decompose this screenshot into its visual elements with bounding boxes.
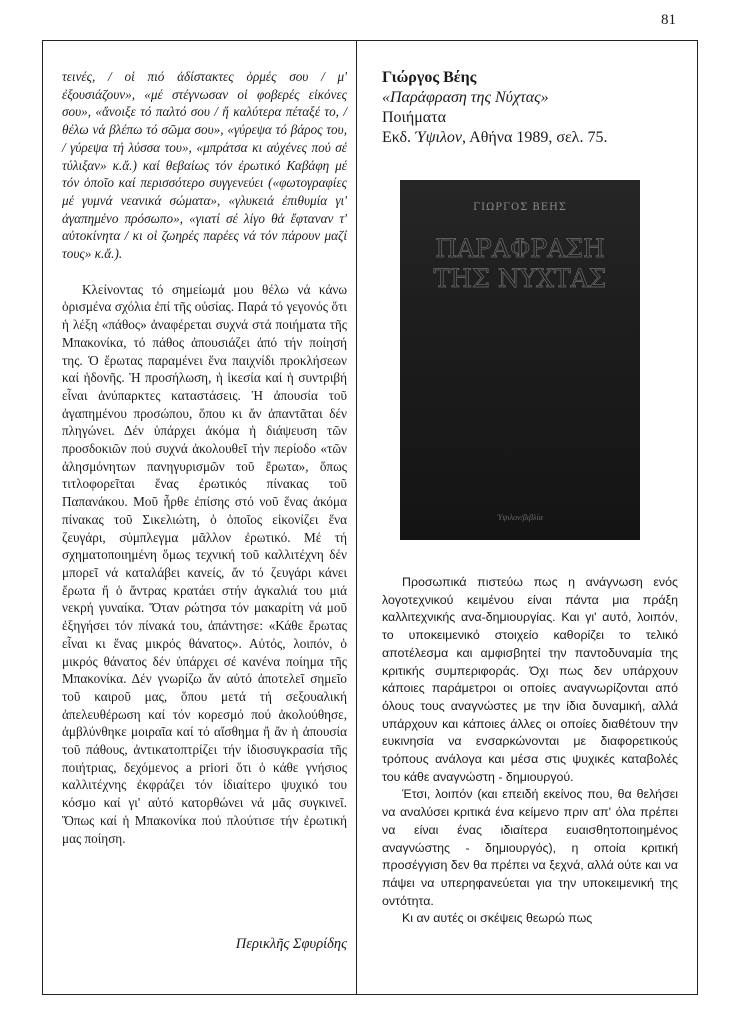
cover-author: ΓΙΩΡΓΟΣ ΒΕΗΣ	[473, 202, 567, 213]
cover-title	[400, 234, 640, 294]
quote-paragraph: τεινές, / οἱ πιό ἀδίστακτες ὁρμές σου / μ' ἐξουσιάζουν», «μέ στέγνωσαν οἱ φοβερές εἰκόνες σου», «ἄνοιξε τό παλτό σου / ἤ καλύτερα πέταξέ το, / θέλω νά βλέπω τό σῶμα σου», «γύρεψα τό βάρος του, / γύρεψα τή λύσσα του», «μπράτσα κι αὐχένες πού σέ τύλιξαν» κ.ἄ.) καί θεβαίως τόν ἐρωτικό Καβάφη μέ τόν ὁποῖο καί περισσότερο συγγενεύει («φωτογραφίες μέ γυμνά νεανικά σώματα», «γλυκειά ἐπιθυμία γι' ἀγαπημένο πρόσωπο», «γιατί σέ λίγο θά ἔφταναν τ' αὐτοκίνητα / κι οἱ ζωηρές παρέες νά τόν πάρουν μαζί τους» κ.ἄ.).	[62, 69, 347, 262]
book-cover-image	[400, 180, 640, 540]
book-info	[382, 68, 682, 148]
right-column	[382, 574, 678, 928]
book-author: Γιώργος Βέης	[382, 69, 477, 86]
publisher-prefix: Εκδ.	[382, 129, 416, 146]
book-genre: Ποιήματα	[382, 109, 446, 126]
cover-title-line1: ΠΑΡΑΦΡΑΣΗ	[435, 234, 605, 263]
body-paragraph: Κλείνοντας τό σημείωμά μου θέλω νά κάνω ὁρισμένα σχόλια ἐπί τῆς οὐσίας. Παρά τό γεγονός ὅτι ἡ λέξη «πάθος» ἀναφέρεται συχνά στά ποιήματα τῆς Μπακονίκα, τό πάθος ἀπουσιάζει ἀπό τήν ποίησή της. Ὁ ἔρωτας παραμένει ἕνα παιχνίδι προκλήσεων καί ἡδονῆς. Ἡ προσήλωση, ἡ ἱκεσία καί ἡ συντριβή εἶναι ἀνύπαρκτες καταστάσεις. Ἡ ἀπουσία τοῦ ἀγαπημένου προσώπου, ὅπου κι ἄν ἀπαντᾶται δέν πληγώνει. Δέν ὑπάρχει ἀκόμα ἡ διάψευση τῶν προσδοκιῶν πού συχνά ἀκολουθεῖ τήν περίοδο «τῶν ἀλησμόνητων πανηγυρισμῶν τοῦ ἔρωτα», ὅπως τιτλοφορεῖται ἕνας ἐρωτικός πίνακας τοῦ Παπανάκου. Μοῦ ἦρθε ἐπίσης στό νοῦ ἕνας ἀκόμα πίνακας τοῦ Σικελιώτη, ὁ ὁποῖος εἰκονίζει ἕνα ζευγάρι, σύμπλεγμα μᾶλλον ἐρωτικό. Μέ τή σχηματοποιημένη ὅμως τεχνική τοῦ καλλιτέχνη δέν μπορεῖ νά καταλάβει κανείς, ἄν τό ζευγάρι κάνει ἔρωτα ἤ ὁ ἄντρας κρατάει στήν ἀγκαλιά του μιά νεκρή γυναίκα. Ὅταν ρώτησα τόν μακαρίτη νά μοῦ ἐξηγήσει τόν πίνακά του, ἀπάντησε: «Κάθε ἔρωτας εἶναι κι ἕνας μικρός θάνατος». Αὐτός, λοιπόν, ὁ μικρός θάνατος δέν ὑπάρχει σέ κανένα ποίημα τῆς Μπακονίκα. Δέν γνωρίζω ἄν αὐτό ἀποτελεῖ σημεῖο τοῦ καιροῦ μας, ὅπου μετά τή σεξουαλική ἀπελευθέρωση καί τόν κορεσμό πού ἀκολούθησε, ἀμβλύνθηκε μοιραῖα καί τό αἴσθημα ἤ ἄν ἡ ἀπουσία τοῦ πάθους, ἀντικατοπτρίζει τήν ἰδιοσυγκρασία τῆς ποιήτριας, δεχόμενος a priori ὅτι ὁ κάθε γνήσιος καλλιτέχνης ἐκφράζει τόν ἰδιαίτερο ψυχικό του κόσμο καί γι' αὐτό κατορθώνει νά μᾶς συγκινεῖ. Ὅπως καί ἡ Μπακονίκα πού πλούτισε τήν ἐρωτική μας ποίηση.	[62, 281, 347, 846]
cover-publisher: Ύψιλον/βιβλία	[497, 513, 543, 522]
book-publication	[382, 128, 682, 148]
review-paragraph-3: Κι αν αυτές οι σκέψεις θεωρώ πως	[402, 911, 593, 926]
review-paragraph-2: Έτσι, λοιπόν (και επειδή εκείνος που, θα θελήσει να αναλύσει κριτικά ένα κείμενο πριν απ' όλα πρέπει να είναι ένας ιδιαίτερα ευαισθητοποιημένος αναγνώστης - δημιουργός), η οποία κριτική προσέγγιση δεν θα πρέπει να ξεχνά, αλλά ούτε και να πάψει να υπερηφανεύεται για την υποκειμενική της οντότητα.	[382, 787, 678, 908]
publication-details: , Αθήνα 1989, σελ. 75.	[462, 129, 608, 146]
left-column	[62, 68, 347, 847]
review-paragraph-1: Προσωπικά πιστεύω πως η ανάγνωση ενός λογοτεχνικού κειμένου είναι πάντα μια πράξη καλλιτεχνικής ανα-δημιουργίας. Και γι' αυτό, λοιπόν, το υποκειμενικό στοιχείο καθορίζει το τελικό αποτέλεσμα και αμφισβητεί την παντοδυναμία της κριτικής συμπεριφοράς. Όχι πως δεν υπάρχουν κάποιες παράμετροι οι οποίες αναγνωρίζονται από όλους τους αναγνώστες με την ίδια δυναμική, αλλά υπάρχουν και κάποιες άλλες οι οποίες διαθέτουν την ευκινησία να ενσαρκώνονται με διαφορετικούς τρόπους ανάλογα και μέσα στις ψυχικές καταβολές του κάθε αναγνώστη - δημιουργού.	[382, 575, 678, 784]
cover-title-line2: ΤΗΣ ΝΥΧΤΑΣ	[433, 264, 607, 293]
book-title: «Παράφραση της Νύχτας»	[382, 89, 549, 106]
page-number: 81	[661, 12, 676, 28]
publisher-name: Ύψιλον	[415, 129, 463, 146]
column-divider	[356, 40, 357, 995]
review-signature: Περικλῆς Σφυρίδης	[235, 936, 347, 952]
